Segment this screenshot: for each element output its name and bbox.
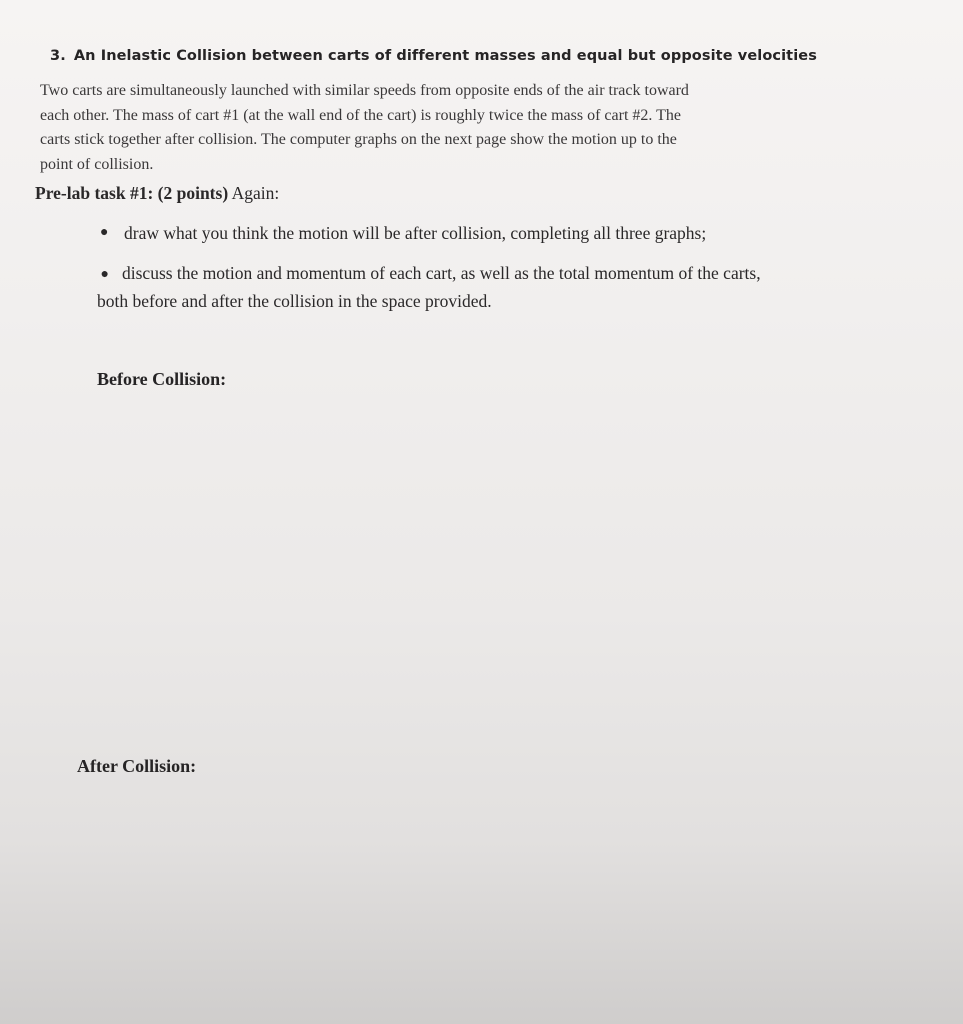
problem-title: An Inelastic Collision between carts of different masses and equal but opposite velocities xyxy=(73,48,817,64)
after-collision-answer-space[interactable] xyxy=(77,790,917,1000)
after-collision-label: After Collision: xyxy=(77,756,197,776)
intro-line: point of collision. xyxy=(40,155,154,173)
bullet-icon: ● xyxy=(97,267,109,282)
task-bullet-list xyxy=(97,220,957,314)
intro-line: each other. The mass of cart #1 (at the wall end of the cart) is roughly twice the mass of cart #2. The xyxy=(40,106,681,124)
problem-heading xyxy=(50,48,817,64)
before-collision-label: Before Collision: xyxy=(97,369,227,389)
problem-number: 3. xyxy=(50,48,66,64)
task-bullet-text: discuss the motion and momentum of each cart, as well as the total momentum of the carts, both before and after the collision in the space provided. xyxy=(97,263,761,311)
intro-line: carts stick together after collision. The computer graphs on the next page show the motion up to the xyxy=(40,131,677,148)
task-bullet-text: draw what you think the motion will be after collision, completing all three graphs; xyxy=(124,223,707,243)
intro-line: Two carts are simultaneously launched with similar speeds from opposite ends of the air track toward xyxy=(40,82,689,99)
prelab-task-label: Pre-lab task #1: (2 points) xyxy=(35,183,229,203)
problem-intro xyxy=(40,79,930,177)
bullet-icon: ● xyxy=(100,225,109,240)
prelab-task-suffix: Again: xyxy=(228,183,280,203)
task-bullet-item xyxy=(97,260,957,314)
before-collision-answer-space[interactable] xyxy=(97,400,917,740)
prelab-task xyxy=(35,183,279,204)
task-bullet-item xyxy=(97,220,957,246)
